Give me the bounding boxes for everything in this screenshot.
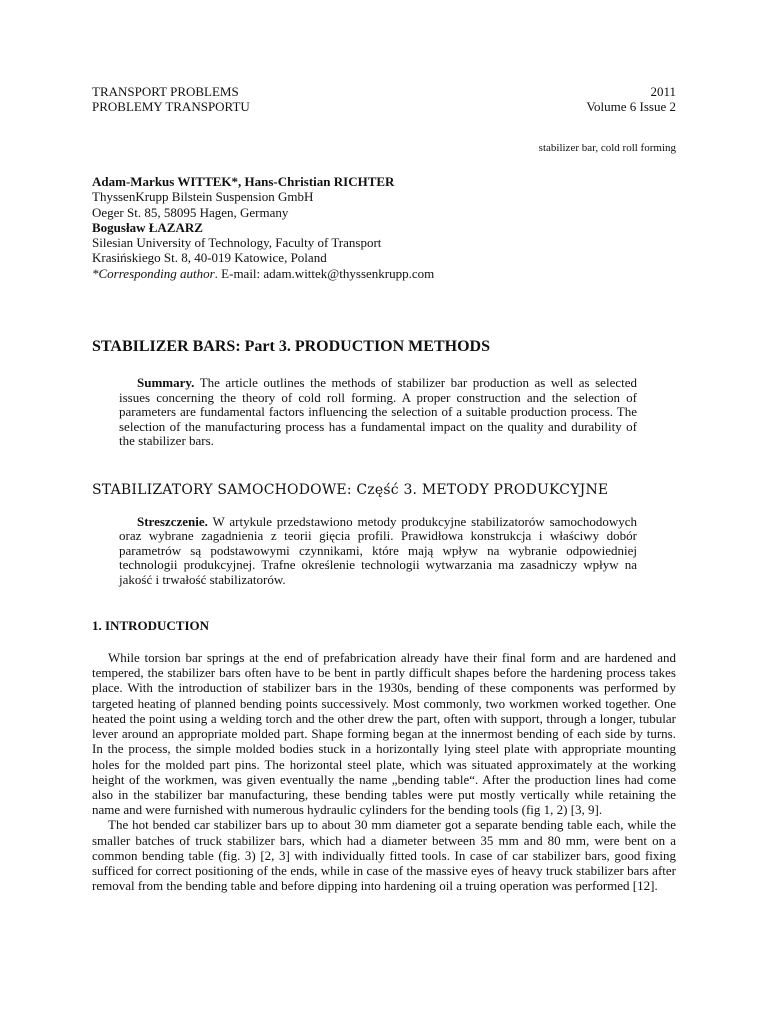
journal-year: 2011: [650, 84, 676, 99]
paper-title: STABILIZER BARS: Part 3. PRODUCTION METHODS: [92, 338, 490, 356]
journal-name-pl: PROBLEMY TRANSPORTU: [92, 99, 250, 114]
summary-text: The article outlines the methods of stabilizer bar production as well as selected issues concerning the theory of cold roll forming. A proper construction and the selection of parameters are fundamental factors influencing the selection of a suitable production process. The selection of the manufacturing process has a fundamental impact on the quality and durability of the stabilizer bars.: [119, 375, 637, 449]
corresponding-email: . E-mail: adam.wittek@thyssenkrupp.com: [214, 265, 435, 281]
journal-name-en: TRANSPORT PROBLEMS: [92, 84, 239, 99]
corresponding-label: *Corresponding author: [92, 265, 215, 281]
summary-abstract: [119, 376, 637, 449]
paragraph: While torsion bar springs at the end of prefabrication already have their final form and are hardened and tempered, the stabilizer bars often have to be bent in partly difficult shapes before the hardening process takes place. With the introduction of stabilizer bars in the 1930s, bending of these components was performed by targeted heating of planned bending points successively. Most commonly, two workmen worked together. One heated the point using a welding torch and the other drew the part, often with support, through a longer, tubular lever around an appropriate molded part. Shape forming began at the innermost bending of each side by turns. In the process, the simple molded bodies stuck in a horizontally lying steel plate with appropriate mounting holes for the molded part pins. The horizontal steel plate, which was situated approximately at the working height of the workmen, was given eventually the name „bending table“. After the production lines had come also in the stabilizer bar manufacturing, these bending tables were put mostly vertically while retaining the name and were furnished with numerous hydraulic cylinders for the bending tools (fig 1, 2) [3, 9].: [92, 650, 676, 818]
summary-label: Summary.: [137, 375, 195, 391]
affiliation-1: ThyssenKrupp Bilstein Suspension GmbH: [92, 189, 314, 205]
section-heading-introduction: 1. INTRODUCTION: [92, 618, 210, 634]
paragraph: The hot bended car stabilizer bars up to about 30 mm diameter got a separate bending table each, while the smaller batches of truck stabilizer bars, which had a diameter between 35 mm and 80 mm, were bent on a common bending table (fig. 3) [2, 3] with individually fitted tools. In case of car stabilizer bars, good fixing sufficed for correct positioning of the ends, while in case of the massive eyes of heavy truck stabilizer bars after removal from the bending table and before dipping into hardening oil a truing operation was performed [12].: [92, 817, 676, 894]
corresponding-author: [92, 266, 676, 281]
author-names-1: Adam-Markus WITTEK*, Hans-Christian RICHTER: [92, 174, 395, 189]
author-block: [92, 174, 676, 281]
running-header-line1: [92, 84, 676, 99]
running-header-line2: [92, 99, 676, 114]
streszczenie-abstract: [119, 515, 637, 588]
address-1: Oeger St. 85, 58095 Hagen, Germany: [92, 204, 289, 220]
streszczenie-label: Streszczenie.: [137, 513, 208, 529]
journal-volume: Volume 6 Issue 2: [586, 99, 676, 114]
keywords: stabilizer bar, cold roll forming: [538, 142, 676, 154]
introduction-body: [92, 650, 676, 893]
streszczenie-text: W artykule przedstawiono metody produkcyjne stabilizatorów samochodowych oraz wybrane zagadnienia z teorii gięcia profili. Prawidłowa konstrukcja i właściwy dobór parametrów są podstawowymi czynnikami, które mają wpływ na wybranie odpowiedniej technologii produkcyjnej. Trafne określenie technologii wytwarzania ma zasadniczy wpływ na jakość i trwałość stabilizatorów.: [119, 513, 637, 587]
affiliation-2: Silesian University of Technology, Faculty of Transport: [92, 235, 382, 251]
paper-title-polish: STABILIZATORY SAMOCHODOWE: Część 3. METODY PRODUKCYJNE: [92, 481, 609, 498]
author-names-2: Bogusław ŁAZARZ: [92, 219, 203, 235]
address-2: Krasińskiego St. 8, 40-019 Katowice, Poland: [92, 250, 327, 266]
paper-page: [92, 84, 676, 893]
